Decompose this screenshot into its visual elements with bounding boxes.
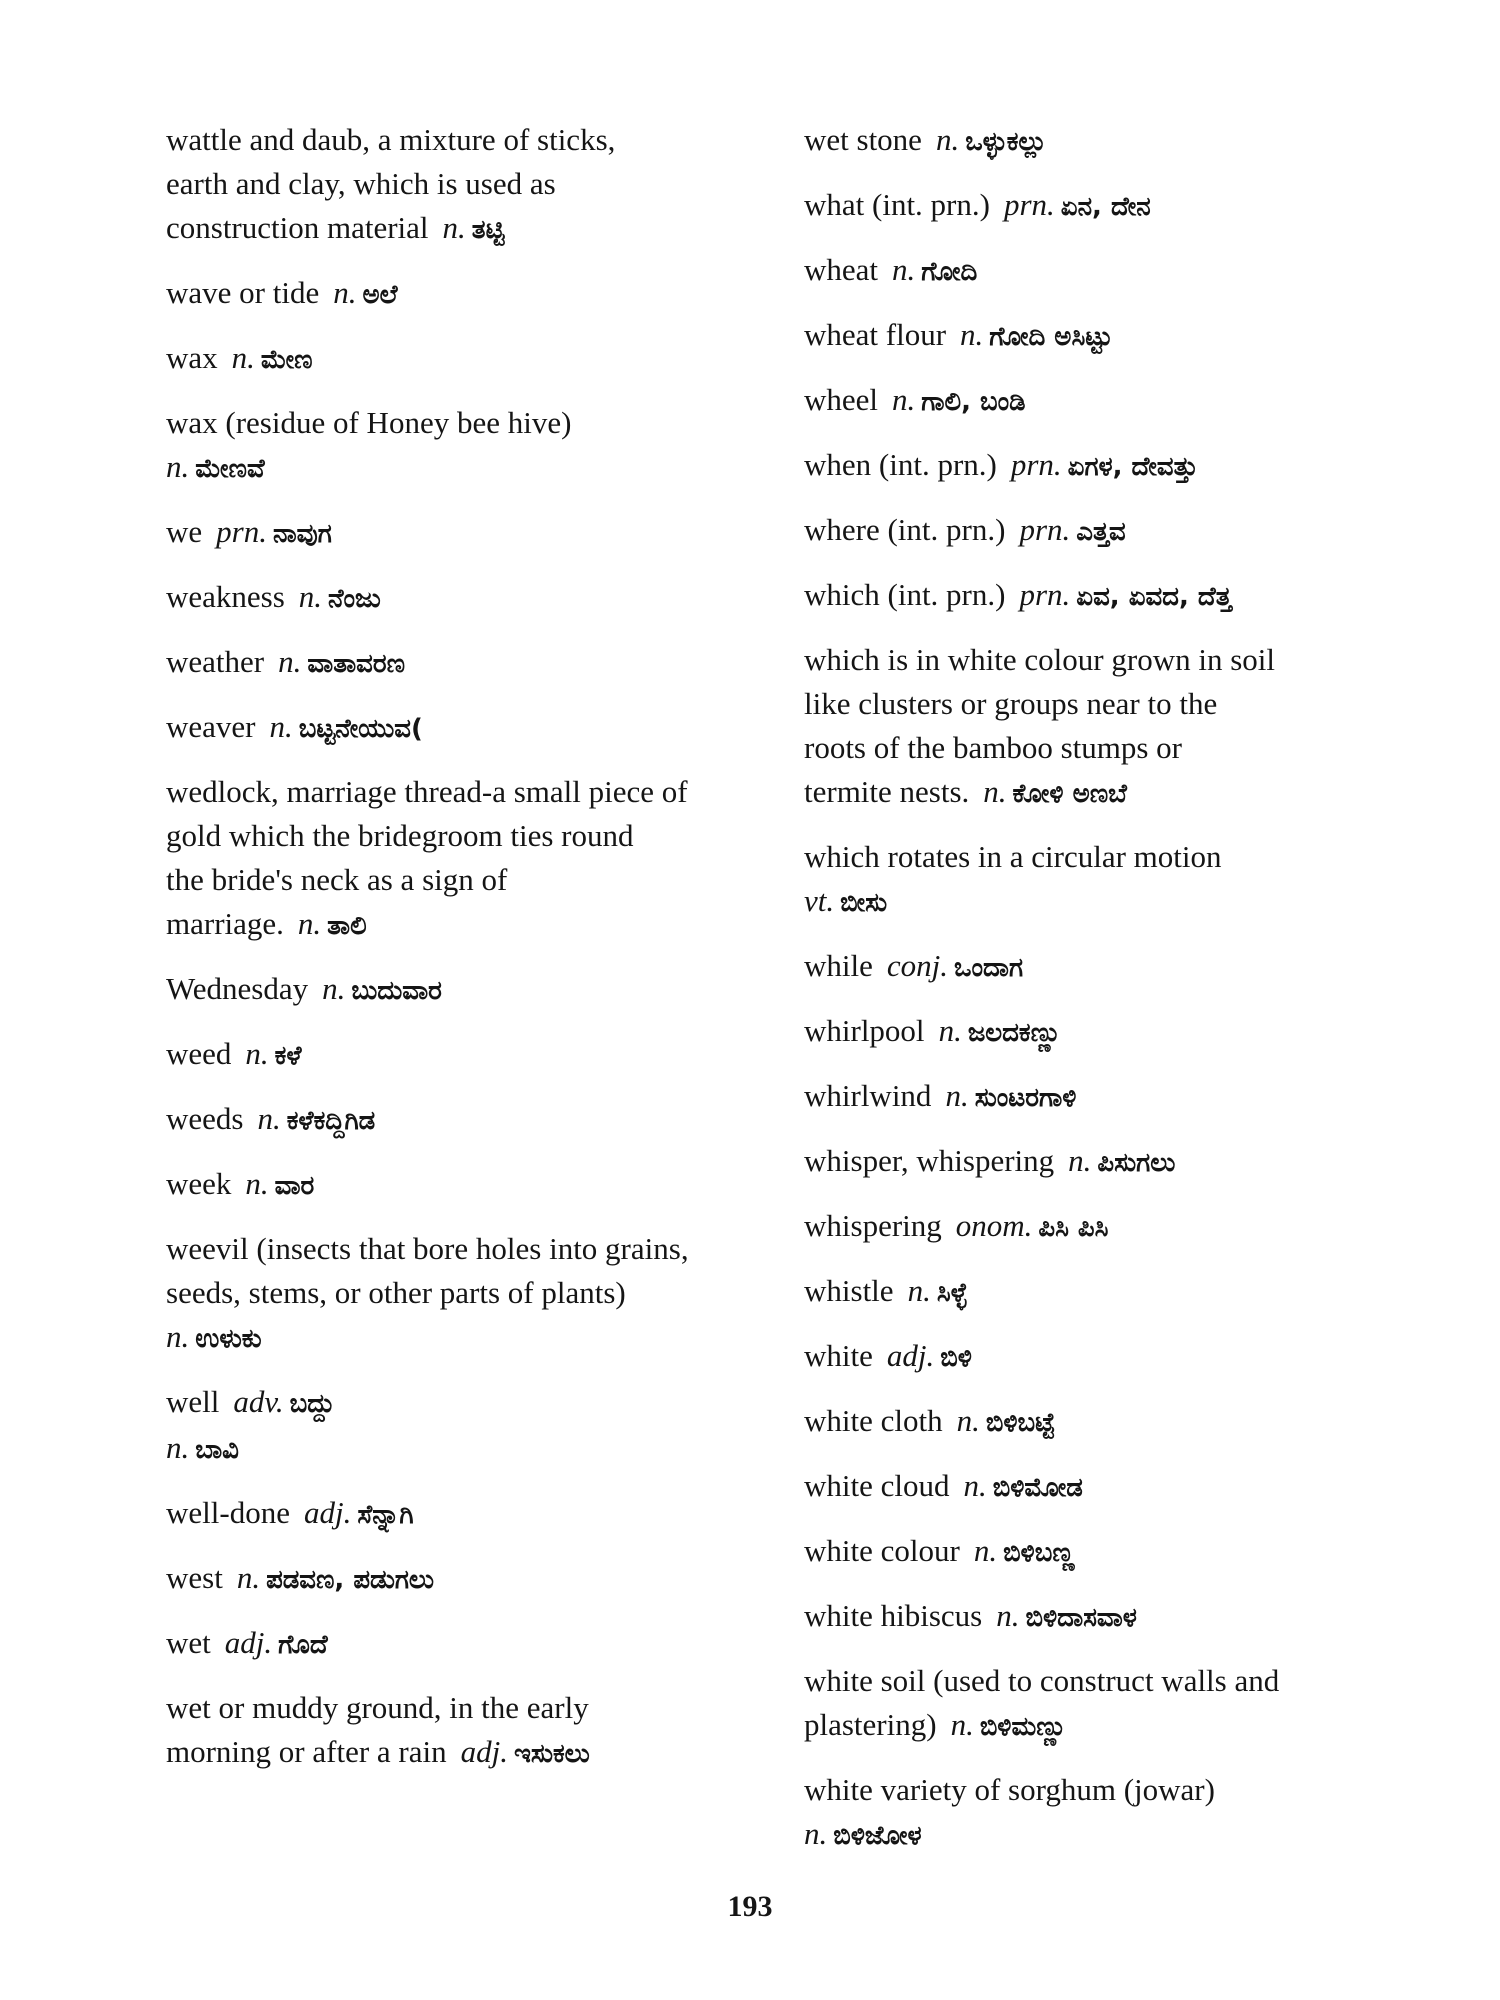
entry-line	[166, 1380, 776, 1426]
headword-text: weakness	[166, 579, 285, 614]
headword-text: white cloud	[804, 1468, 950, 1503]
entry-line	[804, 1594, 1414, 1640]
entry-line	[804, 1269, 1414, 1315]
dictionary-entry	[804, 443, 1414, 489]
entry-line	[166, 271, 776, 317]
entry-line	[804, 1464, 1414, 1510]
dictionary-entry	[804, 1768, 1414, 1858]
entry-line	[804, 1139, 1414, 1185]
headword-text: morning or after a rain	[166, 1734, 447, 1769]
dictionary-entry	[166, 510, 776, 556]
entry-line	[166, 640, 776, 686]
part-of-speech: adj.	[460, 1734, 508, 1769]
dictionary-entry	[166, 118, 776, 252]
part-of-speech: n.	[956, 1403, 980, 1438]
kannada-translation: ಗೊದೆ	[278, 1630, 328, 1660]
kannada-translation: ಮೇಣ	[260, 345, 313, 375]
headword-text: when (int. prn.)	[804, 447, 997, 482]
entry-line	[804, 726, 1414, 770]
right-column	[804, 118, 1414, 1877]
kannada-translation: ಬಿಳಿಬಟ್ಟೆ	[985, 1408, 1056, 1438]
headword-text: well	[166, 1384, 220, 1419]
entry-line	[166, 705, 776, 751]
entry-line	[166, 902, 776, 948]
entry-line	[166, 1686, 776, 1730]
dictionary-entry	[804, 944, 1414, 990]
headword-text: white hibiscus	[804, 1598, 983, 1633]
kannada-translation: ಪಿಸಿ ಪಿಸಿ	[1038, 1213, 1109, 1243]
entry-line	[804, 1768, 1414, 1812]
entry-line	[804, 1009, 1414, 1055]
headword-text: while	[804, 948, 873, 983]
dictionary-entry	[166, 1556, 776, 1602]
headword-text: marriage.	[166, 906, 284, 941]
part-of-speech: prn.	[216, 514, 267, 549]
headword-text: white variety of sorghum (jowar)	[804, 1772, 1215, 1807]
headword-text: whirlpool	[804, 1013, 925, 1048]
part-of-speech: n.	[892, 382, 916, 417]
part-of-speech: n.	[245, 1166, 269, 1201]
kannada-translation: ತಟ್ಟಿ	[471, 215, 505, 245]
dictionary-entry	[166, 1686, 776, 1776]
headword-text: white cloth	[804, 1403, 943, 1438]
entry-line	[804, 118, 1414, 164]
entry-line	[804, 1659, 1414, 1703]
headword-text: weeds	[166, 1101, 244, 1136]
part-of-speech: n.	[973, 1533, 998, 1568]
part-of-speech: n.	[166, 1430, 190, 1465]
part-of-speech: prn.	[1019, 512, 1071, 547]
part-of-speech: prn.	[1019, 577, 1071, 612]
entry-line	[804, 573, 1414, 619]
entry-line	[804, 1812, 1414, 1858]
entry-line	[166, 1556, 776, 1602]
dictionary-entry	[166, 271, 776, 317]
part-of-speech: n.	[269, 709, 293, 744]
entry-line	[804, 1529, 1414, 1575]
kannada-translation: ಒಂದಾಗ	[954, 953, 1024, 983]
part-of-speech: n.	[166, 1319, 190, 1354]
kannada-translation: ಗೋದಿ	[921, 257, 978, 287]
headword-text: whispering	[804, 1208, 942, 1243]
part-of-speech: n.	[950, 1707, 974, 1742]
dictionary-entry	[804, 1529, 1414, 1575]
dictionary-entry	[166, 1097, 776, 1143]
headword-text: what (int. prn.)	[804, 187, 990, 222]
entry-line	[804, 378, 1414, 424]
part-of-speech: n.	[804, 1816, 828, 1851]
part-of-speech: n.	[333, 275, 357, 310]
part-of-speech: adj.	[224, 1625, 273, 1660]
entry-line	[166, 967, 776, 1013]
kannada-translation: ಕೋಳಿ ಅಣಬೆ	[1012, 779, 1127, 809]
dictionary-entry	[804, 573, 1414, 619]
kannada-translation: ಜಲದಕಣ್ಣು	[967, 1018, 1061, 1048]
kannada-translation: ತಾಲಿ	[327, 911, 367, 941]
kannada-translation: ವಾತಾವರಣ	[307, 649, 406, 679]
part-of-speech: n.	[166, 449, 190, 484]
part-of-speech: n.	[996, 1598, 1020, 1633]
dictionary-entry	[804, 118, 1414, 164]
dictionary-entry	[804, 1204, 1414, 1250]
dictionary-entry	[804, 638, 1414, 816]
kannada-translation: ಬೀಸು	[840, 888, 888, 918]
dictionary-entry	[166, 770, 776, 948]
headword-text: white colour	[804, 1533, 960, 1568]
part-of-speech: n.	[231, 340, 255, 375]
headword-text: wheat flour	[804, 317, 947, 352]
part-of-speech: prn.	[1010, 447, 1062, 482]
entry-line	[804, 248, 1414, 294]
headword-text: whirlwind	[804, 1078, 932, 1113]
entry-line	[166, 162, 776, 206]
headword-text: wattle and daub, a mixture of sticks,	[166, 122, 616, 157]
part-of-speech: n.	[245, 1036, 269, 1071]
kannada-translation: ಇಸುಕಲು	[513, 1739, 590, 1769]
part-of-speech: n.	[935, 122, 960, 157]
headword-text: weevil (insects that bore holes into grains,	[166, 1231, 689, 1266]
part-of-speech: n.	[960, 317, 984, 352]
kannada-translation: ಬಿಳಿ	[940, 1343, 972, 1373]
headword-text: like clusters or groups near to the	[804, 686, 1218, 721]
entry-line	[166, 1621, 776, 1667]
entry-line	[804, 682, 1414, 726]
headword-text: well-done	[166, 1495, 290, 1530]
part-of-speech: n.	[442, 210, 466, 245]
dictionary-entry	[166, 336, 776, 382]
headword-text: gold which the bridegroom ties round	[166, 818, 634, 853]
headword-text: the bride's neck as a sign of	[166, 862, 508, 897]
kannada-translation: ಸೆನ್ನಾಗಿ	[357, 1500, 414, 1530]
dictionary-entry	[804, 1334, 1414, 1380]
dictionary-entry	[166, 1491, 776, 1537]
dictionary-entry	[804, 183, 1414, 229]
headword-text: wave or tide	[166, 275, 320, 310]
headword-text: weaver	[166, 709, 256, 744]
entry-line	[804, 443, 1414, 489]
dictionary-entry	[166, 575, 776, 621]
kannada-translation: ಉಳುಕು	[195, 1324, 262, 1354]
headword-text: wheel	[804, 382, 879, 417]
dictionary-entry	[166, 640, 776, 686]
kannada-translation: ಬಿಳಿಮಣ್ಣು	[979, 1712, 1067, 1742]
headword-text: wet	[166, 1625, 211, 1660]
headword-text: seeds, stems, or other parts of plants)	[166, 1275, 626, 1310]
entry-line	[166, 445, 776, 491]
headword-text: week	[166, 1166, 232, 1201]
dictionary-entry	[804, 1269, 1414, 1315]
part-of-speech: n.	[278, 644, 302, 679]
headword-text: we	[166, 514, 203, 549]
dictionary-entry	[804, 1594, 1414, 1640]
dictionary-entry	[804, 248, 1414, 294]
entry-line	[804, 835, 1414, 879]
entry-line	[166, 1271, 776, 1315]
headword-text: whisper, whispering	[804, 1143, 1055, 1178]
entry-line	[804, 508, 1414, 554]
headword-text: termite nests.	[804, 774, 970, 809]
dictionary-entry	[166, 1227, 776, 1361]
entry-line	[804, 1074, 1414, 1120]
entry-line	[804, 183, 1414, 229]
dictionary-entry	[804, 835, 1414, 925]
kannada-translation: ಬಾವಿ	[195, 1435, 239, 1465]
entry-line	[166, 118, 776, 162]
dictionary-entry	[804, 1399, 1414, 1445]
part-of-speech: adj.	[886, 1338, 935, 1373]
part-of-speech: vt.	[804, 883, 835, 918]
entry-line	[166, 770, 776, 814]
headword-text: plastering)	[804, 1707, 937, 1742]
entry-line	[804, 879, 1414, 925]
entry-line	[166, 1032, 776, 1078]
kannada-translation: ಕಳೆ	[274, 1041, 302, 1071]
part-of-speech: onom.	[955, 1208, 1033, 1243]
dictionary-entry	[166, 1162, 776, 1208]
kannada-translation: ಬದ್ದು	[289, 1389, 335, 1419]
headword-text: wet stone	[804, 122, 922, 157]
headword-text: construction material	[166, 210, 429, 245]
kannada-translation: ಏಗಳ, ದೇವತ್ತು	[1067, 452, 1198, 482]
kannada-translation: ಬಿಳಿಜೋಳ	[833, 1821, 922, 1851]
left-column	[166, 118, 776, 1795]
kannada-translation: ಒಳ್ಳುಕಲ್ಲು	[965, 127, 1047, 157]
kannada-translation: ಕಳೆಕದ್ದಿಗಿಡ	[286, 1106, 376, 1136]
entry-line	[804, 1204, 1414, 1250]
part-of-speech: n.	[297, 906, 322, 941]
entry-line	[166, 814, 776, 858]
entry-line	[804, 313, 1414, 359]
kannada-translation: ಸಿಳ್ಳೆ	[936, 1278, 968, 1308]
dictionary-entry	[804, 1659, 1414, 1749]
headword-text: wax (residue of Honey bee hive)	[166, 405, 572, 440]
part-of-speech: n.	[236, 1560, 261, 1595]
headword-text: where (int. prn.)	[804, 512, 1006, 547]
dictionary-entry	[166, 401, 776, 491]
entry-line	[166, 1491, 776, 1537]
dictionary-entry	[166, 1380, 776, 1472]
part-of-speech: n.	[938, 1013, 962, 1048]
headword-text: roots of the bamboo stumps or	[804, 730, 1182, 765]
entry-line	[804, 770, 1414, 816]
kannada-translation: ಏನ, ದೇನ	[1060, 192, 1151, 222]
headword-text: whistle	[804, 1273, 894, 1308]
part-of-speech: n.	[945, 1078, 969, 1113]
dictionary-entry	[804, 508, 1414, 554]
entry-line	[166, 336, 776, 382]
kannada-translation: ಬುದುವಾರ	[351, 976, 442, 1006]
dictionary-entry	[804, 1139, 1414, 1185]
entry-line	[166, 206, 776, 252]
part-of-speech: n.	[907, 1273, 931, 1308]
part-of-speech: n.	[983, 774, 1007, 809]
kannada-translation: ನೆಂಜು	[328, 584, 381, 614]
kannada-translation: ಗೋದಿ ಅಸಿಟ್ಟು	[989, 322, 1113, 352]
dictionary-entry	[804, 1074, 1414, 1120]
dictionary-entry	[804, 1464, 1414, 1510]
headword-text: white soil (used to construct walls and	[804, 1663, 1280, 1698]
part-of-speech: n.	[298, 579, 323, 614]
part-of-speech: n.	[1068, 1143, 1092, 1178]
kannada-translation: ಏವ, ಏವದ, ದೆತ್ತ	[1076, 582, 1232, 612]
headword-text: which is in white colour grown in soil	[804, 642, 1275, 677]
dictionary-entry	[166, 1032, 776, 1078]
part-of-speech: adv.	[233, 1384, 284, 1419]
kannada-translation: ಎತ್ತವ	[1076, 517, 1126, 547]
dictionary-entry	[166, 1621, 776, 1667]
entry-line	[166, 575, 776, 621]
headword-text: which (int. prn.)	[804, 577, 1006, 612]
kannada-translation: ಬಿಳಿಬಣ್ಣ	[1003, 1538, 1075, 1568]
headword-text: Wednesday	[166, 971, 309, 1006]
entry-line	[166, 510, 776, 556]
entry-line	[804, 1399, 1414, 1445]
dictionary-entry	[804, 313, 1414, 359]
part-of-speech: n.	[257, 1101, 281, 1136]
headword-text: earth and clay, which is used as	[166, 166, 556, 201]
entry-line	[166, 1426, 776, 1472]
entry-line	[166, 858, 776, 902]
headword-text: wax	[166, 340, 218, 375]
part-of-speech: n.	[322, 971, 346, 1006]
kannada-translation: ಬಿಳಿಮೋಡ	[992, 1473, 1083, 1503]
headword-text: wheat	[804, 252, 879, 287]
entry-line	[804, 1334, 1414, 1380]
headword-text: white	[804, 1338, 873, 1373]
part-of-speech: adj.	[303, 1495, 352, 1530]
kannada-translation: ಪಡವಣ, ಪಡುಗಲು	[266, 1565, 435, 1595]
part-of-speech: n.	[892, 252, 916, 287]
kannada-translation: ವಾರ	[274, 1171, 315, 1201]
headword-text: west	[166, 1560, 223, 1595]
headword-text: wedlock, marriage thread-a small piece of	[166, 774, 688, 809]
headword-text: wet or muddy ground, in the early	[166, 1690, 589, 1725]
entry-line	[166, 401, 776, 445]
kannada-translation: ಸುಂಟರಗಾಳಿ	[974, 1083, 1077, 1113]
headword-text: weed	[166, 1036, 232, 1071]
part-of-speech: n.	[963, 1468, 987, 1503]
entry-line	[166, 1162, 776, 1208]
entry-line	[804, 944, 1414, 990]
entry-line	[166, 1097, 776, 1143]
headword-text: weather	[166, 644, 265, 679]
entry-line	[166, 1315, 776, 1361]
part-of-speech: prn.	[1003, 187, 1055, 222]
kannada-translation: ಮೇಣವೆ	[195, 454, 265, 484]
entry-line	[804, 638, 1414, 682]
dictionary-entry	[166, 967, 776, 1013]
entry-line	[804, 1703, 1414, 1749]
kannada-translation: ನಾವುಗ	[272, 519, 332, 549]
part-of-speech: conj.	[886, 948, 948, 983]
kannada-translation: ಅಲೆ	[362, 280, 398, 310]
dictionary-entry	[804, 378, 1414, 424]
headword-text: which rotates in a circular motion	[804, 839, 1222, 874]
kannada-translation: ಗಾಲಿ, ಬಂಡಿ	[921, 387, 1026, 417]
entry-line	[166, 1227, 776, 1271]
kannada-translation: ಪಿಸುಗಲು	[1097, 1148, 1176, 1178]
kannada-translation: ಬಿಳಿದಾಸವಾಳ	[1025, 1603, 1137, 1633]
kannada-translation: ಬಟ್ಟನೇಯುವ(	[298, 714, 423, 744]
dictionary-entry	[804, 1009, 1414, 1055]
entry-line	[166, 1730, 776, 1776]
page-number: 193	[727, 1890, 773, 1923]
dictionary-entry	[166, 705, 776, 751]
